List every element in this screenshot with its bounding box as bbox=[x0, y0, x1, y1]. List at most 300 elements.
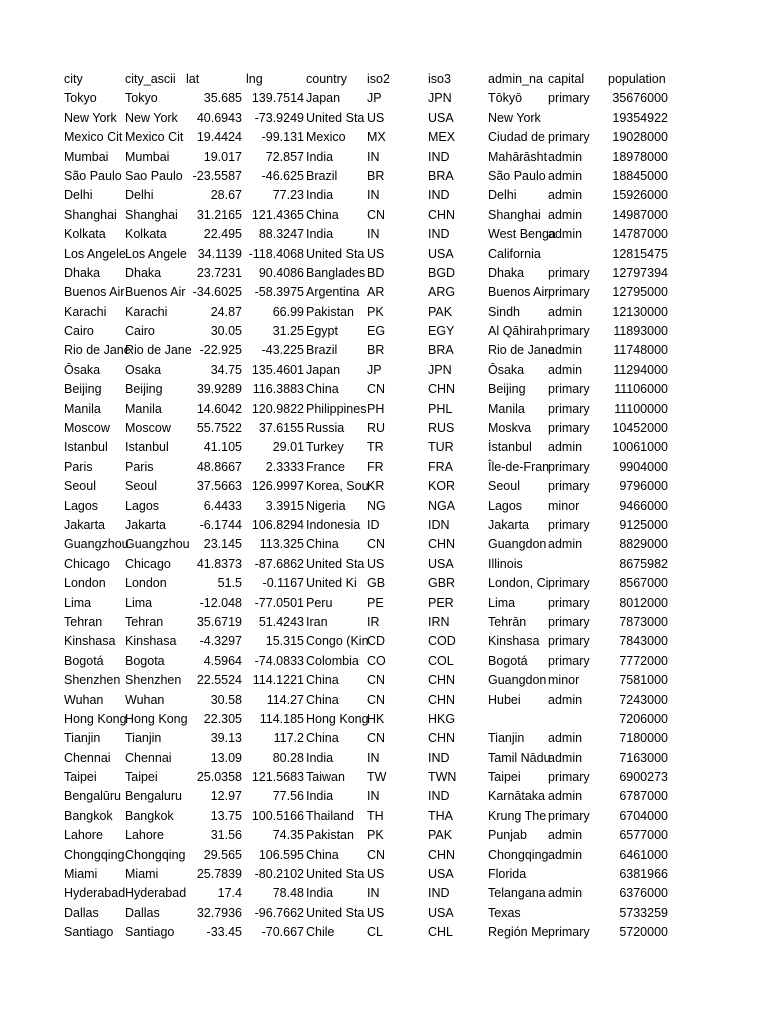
cell-city[interactable]: Los Angele bbox=[64, 246, 126, 261]
cell-city[interactable]: Miami bbox=[64, 867, 98, 882]
cell-lat[interactable]: 4.5964 bbox=[203, 653, 242, 668]
cell-lat[interactable]: 35.685 bbox=[203, 91, 242, 106]
cell-lng[interactable]: 29.01 bbox=[272, 440, 304, 455]
cell-iso2[interactable]: BR bbox=[367, 343, 385, 358]
cell-admin-name[interactable]: Delhi bbox=[488, 188, 517, 203]
cell-city-ascii[interactable]: New York bbox=[125, 110, 178, 125]
cell-population[interactable]: 18845000 bbox=[612, 168, 668, 183]
cell-lat[interactable]: 19.017 bbox=[203, 149, 242, 164]
cell-country[interactable]: Pakistan bbox=[306, 828, 354, 843]
cell-city[interactable]: Shanghai bbox=[64, 207, 117, 222]
cell-admin-name[interactable]: Telangana bbox=[488, 886, 546, 901]
cell-lng[interactable]: 106.8294 bbox=[251, 517, 304, 532]
cell-admin-name[interactable]: Kinshasa bbox=[488, 634, 540, 649]
cell-country[interactable]: Korea, Sou bbox=[306, 479, 369, 494]
cell-lng[interactable]: 80.28 bbox=[272, 750, 304, 765]
cell-iso3[interactable]: CHN bbox=[428, 673, 456, 688]
cell-capital[interactable]: primary bbox=[548, 130, 590, 145]
cell-city[interactable]: Hong Kong bbox=[64, 711, 127, 726]
cell-iso2[interactable]: IN bbox=[367, 188, 380, 203]
cell-iso2[interactable]: EG bbox=[367, 324, 386, 339]
cell-city-ascii[interactable]: Buenos Air bbox=[125, 285, 186, 300]
cell-population[interactable]: 8567000 bbox=[619, 576, 668, 591]
cell-lat[interactable]: 13.09 bbox=[210, 750, 242, 765]
cell-city-ascii[interactable]: Rio de Jane bbox=[125, 343, 192, 358]
cell-country[interactable]: Taiwan bbox=[306, 770, 345, 785]
cell-lng[interactable]: 106.595 bbox=[258, 847, 304, 862]
cell-city[interactable]: Bogotá bbox=[64, 653, 104, 668]
cell-lng[interactable]: 117.2 bbox=[273, 731, 304, 746]
cell-iso2[interactable]: ID bbox=[367, 517, 380, 532]
cell-population[interactable]: 11893000 bbox=[613, 324, 668, 339]
cell-iso2[interactable]: IN bbox=[367, 227, 380, 242]
cell-lng[interactable]: -70.667 bbox=[261, 925, 304, 940]
cell-iso3[interactable]: PAK bbox=[428, 304, 453, 319]
cell-lng[interactable]: 114.185 bbox=[259, 711, 304, 726]
cell-lng[interactable]: -99.131 bbox=[261, 130, 304, 145]
cell-city-ascii[interactable]: Tokyo bbox=[125, 91, 158, 106]
cell-capital[interactable]: primary bbox=[548, 421, 590, 436]
cell-city-ascii[interactable]: Mexico Cit bbox=[125, 130, 184, 145]
cell-city[interactable]: Kinshasa bbox=[64, 634, 116, 649]
cell-lng[interactable]: 31.25 bbox=[272, 324, 304, 339]
cell-lng[interactable]: 88.3247 bbox=[258, 227, 304, 242]
header-country[interactable]: country bbox=[306, 72, 347, 86]
cell-city[interactable]: Hyderabad bbox=[64, 886, 126, 901]
cell-country[interactable]: China bbox=[306, 207, 339, 222]
cell-city[interactable]: Istanbul bbox=[64, 440, 108, 455]
cell-lng[interactable]: -73.9249 bbox=[254, 110, 304, 125]
cell-population[interactable]: 19028000 bbox=[612, 130, 668, 145]
cell-country[interactable]: United Sta bbox=[306, 556, 365, 571]
cell-iso2[interactable]: CN bbox=[367, 382, 386, 397]
cell-admin-name[interactable]: Hubei bbox=[488, 692, 521, 707]
cell-lng[interactable]: 135.4601 bbox=[251, 362, 304, 377]
cell-capital[interactable]: admin bbox=[548, 188, 583, 203]
cell-lat[interactable]: 41.105 bbox=[203, 440, 242, 455]
cell-city-ascii[interactable]: Bogota bbox=[125, 653, 165, 668]
cell-population[interactable]: 7243000 bbox=[619, 692, 668, 707]
cell-city[interactable]: Tianjin bbox=[64, 731, 101, 746]
cell-city-ascii[interactable]: Chongqing bbox=[125, 847, 186, 862]
cell-capital[interactable]: primary bbox=[548, 401, 590, 416]
cell-iso3[interactable]: BRA bbox=[428, 168, 454, 183]
header-admin-name[interactable]: admin_na bbox=[488, 72, 543, 86]
cell-iso2[interactable]: PK bbox=[367, 304, 384, 319]
cell-city[interactable]: Taipei bbox=[64, 770, 97, 785]
cell-population[interactable]: 8675982 bbox=[619, 556, 668, 571]
cell-population[interactable]: 11106000 bbox=[614, 382, 668, 397]
cell-capital[interactable]: primary bbox=[548, 925, 590, 940]
cell-city-ascii[interactable]: Bangkok bbox=[125, 808, 174, 823]
cell-iso2[interactable]: JP bbox=[367, 91, 382, 106]
cell-city-ascii[interactable]: London bbox=[125, 576, 167, 591]
cell-iso3[interactable]: MEX bbox=[428, 130, 456, 145]
cell-iso3[interactable]: CHN bbox=[428, 731, 456, 746]
cell-iso3[interactable]: TUR bbox=[428, 440, 454, 455]
cell-lat[interactable]: -6.1744 bbox=[199, 517, 242, 532]
cell-city-ascii[interactable]: Sao Paulo bbox=[125, 168, 183, 183]
cell-lat[interactable]: 30.05 bbox=[210, 324, 242, 339]
cell-lng[interactable]: -43.225 bbox=[261, 343, 304, 358]
cell-capital[interactable]: minor bbox=[548, 498, 580, 513]
cell-population[interactable]: 12797394 bbox=[612, 265, 668, 280]
cell-admin-name[interactable]: Krung The bbox=[488, 808, 547, 823]
cell-city[interactable]: Chongqing bbox=[64, 847, 125, 862]
cell-country[interactable]: Turkey bbox=[306, 440, 344, 455]
cell-lat[interactable]: 22.305 bbox=[203, 711, 242, 726]
cell-iso3[interactable]: CHN bbox=[428, 692, 456, 707]
cell-city[interactable]: Chennai bbox=[64, 750, 111, 765]
cell-iso2[interactable]: HK bbox=[367, 711, 385, 726]
header-capital[interactable]: capital bbox=[548, 72, 585, 86]
cell-iso2[interactable]: US bbox=[367, 246, 385, 261]
cell-lng[interactable]: 37.6155 bbox=[258, 421, 304, 436]
cell-admin-name[interactable]: Región Me bbox=[488, 925, 549, 940]
cell-city-ascii[interactable]: Tianjin bbox=[125, 731, 162, 746]
cell-admin-name[interactable]: Rio de Jane bbox=[488, 343, 555, 358]
cell-lng[interactable]: -0.1167 bbox=[262, 576, 304, 591]
cell-admin-name[interactable]: Texas bbox=[488, 905, 521, 920]
cell-city[interactable]: Cairo bbox=[64, 324, 94, 339]
cell-lat[interactable]: 40.6943 bbox=[196, 110, 242, 125]
cell-iso3[interactable]: CHL bbox=[428, 925, 454, 940]
cell-capital[interactable]: primary bbox=[548, 265, 590, 280]
cell-city-ascii[interactable]: Kinshasa bbox=[125, 634, 177, 649]
cell-admin-name[interactable]: Ōsaka bbox=[488, 362, 525, 377]
cell-population[interactable]: 9796000 bbox=[619, 479, 668, 494]
cell-country[interactable]: Peru bbox=[306, 595, 333, 610]
cell-lat[interactable]: 17.4 bbox=[217, 886, 242, 901]
header-lat[interactable]: lat bbox=[186, 72, 200, 86]
cell-capital[interactable]: admin bbox=[548, 789, 583, 804]
cell-admin-name[interactable]: Beijing bbox=[488, 382, 526, 397]
cell-lng[interactable]: 78.48 bbox=[272, 886, 304, 901]
cell-city-ascii[interactable]: Lima bbox=[125, 595, 153, 610]
cell-lat[interactable]: 6.4433 bbox=[203, 498, 242, 513]
cell-city-ascii[interactable]: Taipei bbox=[125, 770, 158, 785]
cell-city[interactable]: Bangkok bbox=[64, 808, 113, 823]
cell-admin-name[interactable]: Tōkyō bbox=[488, 91, 523, 106]
cell-population[interactable]: 9125000 bbox=[619, 517, 668, 532]
cell-capital[interactable]: primary bbox=[548, 595, 590, 610]
cell-admin-name[interactable]: Guangdon bbox=[488, 673, 547, 688]
cell-city-ascii[interactable]: Istanbul bbox=[125, 440, 169, 455]
cell-iso2[interactable]: CN bbox=[367, 537, 386, 552]
cell-country[interactable]: India bbox=[306, 750, 334, 765]
cell-admin-name[interactable]: West Benga bbox=[488, 227, 556, 242]
cell-population[interactable]: 6900273 bbox=[619, 770, 668, 785]
cell-iso3[interactable]: NGA bbox=[428, 498, 456, 513]
cell-iso2[interactable]: US bbox=[367, 905, 385, 920]
cell-city-ascii[interactable]: Hong Kong bbox=[125, 711, 188, 726]
cell-lng[interactable]: 90.4086 bbox=[258, 265, 304, 280]
cell-population[interactable]: 7206000 bbox=[619, 711, 668, 726]
cell-capital[interactable]: primary bbox=[548, 634, 590, 649]
cell-iso3[interactable]: RUS bbox=[428, 421, 455, 436]
cell-iso3[interactable]: USA bbox=[428, 867, 454, 882]
cell-iso3[interactable]: USA bbox=[428, 110, 454, 125]
cell-lat[interactable]: 28.67 bbox=[210, 188, 242, 203]
cell-population[interactable]: 6704000 bbox=[619, 808, 668, 823]
cell-lng[interactable]: 114.27 bbox=[266, 692, 304, 707]
cell-lng[interactable]: 139.7514 bbox=[251, 91, 304, 106]
cell-lat[interactable]: 22.5524 bbox=[196, 673, 242, 688]
cell-city-ascii[interactable]: Kolkata bbox=[125, 227, 167, 242]
cell-lng[interactable]: -74.0833 bbox=[254, 653, 304, 668]
cell-lat[interactable]: -4.3297 bbox=[199, 634, 242, 649]
cell-admin-name[interactable]: Illinois bbox=[488, 556, 523, 571]
cell-population[interactable]: 7163000 bbox=[619, 750, 668, 765]
cell-iso3[interactable]: IND bbox=[428, 789, 450, 804]
cell-iso3[interactable]: CHN bbox=[428, 537, 456, 552]
cell-lat[interactable]: 31.2165 bbox=[196, 207, 242, 222]
cell-lat[interactable]: 32.7936 bbox=[196, 905, 242, 920]
cell-admin-name[interactable]: London, Ci bbox=[488, 576, 549, 591]
cell-city-ascii[interactable]: Beijing bbox=[125, 382, 163, 397]
cell-country[interactable]: Banglades bbox=[306, 265, 366, 280]
cell-city[interactable]: Karachi bbox=[64, 304, 107, 319]
cell-population[interactable]: 7843000 bbox=[619, 634, 668, 649]
cell-capital[interactable]: admin bbox=[548, 149, 583, 164]
cell-lat[interactable]: 23.145 bbox=[203, 537, 242, 552]
cell-country[interactable]: Pakistan bbox=[306, 304, 354, 319]
cell-country[interactable]: India bbox=[306, 149, 334, 164]
cell-city[interactable]: Beijing bbox=[64, 382, 102, 397]
cell-iso2[interactable]: CN bbox=[367, 207, 386, 222]
cell-country[interactable]: Iran bbox=[306, 614, 328, 629]
cell-iso2[interactable]: IN bbox=[367, 149, 380, 164]
cell-population[interactable]: 14987000 bbox=[612, 207, 668, 222]
cell-lat[interactable]: 51.5 bbox=[217, 576, 242, 591]
cell-country[interactable]: Philippines bbox=[306, 401, 367, 416]
cell-country[interactable]: India bbox=[306, 886, 334, 901]
cell-capital[interactable] bbox=[548, 109, 608, 128]
cell-lat[interactable]: -12.048 bbox=[199, 595, 242, 610]
cell-iso2[interactable]: IN bbox=[367, 886, 380, 901]
cell-capital[interactable]: admin bbox=[548, 750, 583, 765]
cell-iso3[interactable]: BGD bbox=[428, 265, 456, 280]
cell-country[interactable]: Brazil bbox=[306, 168, 338, 183]
cell-country[interactable]: Russia bbox=[306, 421, 345, 436]
cell-admin-name[interactable]: Lagos bbox=[488, 498, 523, 513]
cell-admin-name[interactable]: Lima bbox=[488, 595, 516, 610]
header-city-ascii[interactable]: city_ascii bbox=[125, 72, 176, 86]
cell-population[interactable]: 10452000 bbox=[612, 421, 668, 436]
cell-population[interactable]: 5720000 bbox=[619, 925, 668, 940]
cell-lat[interactable]: 39.9289 bbox=[196, 382, 242, 397]
cell-lng[interactable]: -58.3975 bbox=[254, 285, 304, 300]
cell-country[interactable]: India bbox=[306, 188, 334, 203]
cell-city-ascii[interactable]: Los Angele bbox=[125, 246, 187, 261]
cell-country[interactable]: India bbox=[306, 789, 334, 804]
cell-iso3[interactable]: EGY bbox=[428, 324, 455, 339]
cell-iso2[interactable]: PK bbox=[367, 828, 384, 843]
cell-country[interactable]: Indonesia bbox=[306, 517, 361, 532]
cell-capital[interactable]: admin bbox=[548, 886, 583, 901]
cell-population[interactable]: 11100000 bbox=[614, 401, 668, 416]
cell-country[interactable]: Argentina bbox=[306, 285, 360, 300]
cell-iso3[interactable]: GBR bbox=[428, 576, 456, 591]
cell-lat[interactable]: 37.5663 bbox=[196, 479, 242, 494]
cell-population[interactable]: 19354922 bbox=[612, 110, 668, 125]
cell-city[interactable]: Dallas bbox=[64, 905, 99, 920]
cell-lat[interactable]: 35.6719 bbox=[196, 614, 242, 629]
cell-lat[interactable]: -34.6025 bbox=[192, 285, 242, 300]
cell-population[interactable]: 35676000 bbox=[612, 91, 668, 106]
cell-city-ascii[interactable]: Miami bbox=[125, 867, 159, 882]
cell-iso2[interactable]: BR bbox=[367, 168, 385, 183]
cell-city[interactable]: Jakarta bbox=[64, 517, 105, 532]
cell-city-ascii[interactable]: Cairo bbox=[125, 324, 155, 339]
cell-lng[interactable]: -118.4068 bbox=[248, 246, 304, 261]
cell-city[interactable]: Santiago bbox=[64, 925, 114, 940]
cell-lat[interactable]: 34.1139 bbox=[197, 246, 242, 261]
cell-city[interactable]: Dhaka bbox=[64, 265, 101, 280]
cell-iso2[interactable]: CN bbox=[367, 673, 386, 688]
cell-city-ascii[interactable]: Wuhan bbox=[125, 692, 165, 707]
cell-capital[interactable]: admin bbox=[548, 207, 583, 222]
cell-capital[interactable]: admin bbox=[548, 440, 583, 455]
header-iso3[interactable]: iso3 bbox=[428, 72, 451, 86]
cell-iso2[interactable]: JP bbox=[367, 362, 382, 377]
cell-city[interactable]: Manila bbox=[64, 401, 101, 416]
cell-iso3[interactable]: PER bbox=[428, 595, 454, 610]
cell-capital[interactable]: primary bbox=[548, 614, 590, 629]
cell-admin-name[interactable]: Karnātaka bbox=[488, 789, 545, 804]
cell-population[interactable]: 7180000 bbox=[619, 731, 668, 746]
cell-lat[interactable]: 34.75 bbox=[210, 362, 242, 377]
cell-city-ascii[interactable]: Shenzhen bbox=[125, 673, 182, 688]
cell-lng[interactable]: 100.5166 bbox=[251, 808, 304, 823]
cell-iso3[interactable]: FRA bbox=[428, 459, 453, 474]
cell-city-ascii[interactable]: Chicago bbox=[125, 556, 171, 571]
cell-admin-name[interactable]: Dhaka bbox=[488, 265, 525, 280]
cell-iso3[interactable]: IND bbox=[428, 188, 450, 203]
cell-lat[interactable]: -22.925 bbox=[199, 343, 242, 358]
cell-capital[interactable]: admin bbox=[548, 731, 583, 746]
cell-lng[interactable]: -80.2102 bbox=[254, 867, 304, 882]
cell-iso3[interactable]: CHN bbox=[428, 382, 456, 397]
cell-city-ascii[interactable]: Guangzhou bbox=[125, 537, 190, 552]
cell-capital[interactable]: admin bbox=[548, 828, 583, 843]
cell-admin-name[interactable]: Bogotá bbox=[488, 653, 528, 668]
cell-iso2[interactable]: FR bbox=[367, 459, 384, 474]
cell-lat[interactable]: 24.87 bbox=[210, 304, 242, 319]
cell-city[interactable]: Guangzhou bbox=[64, 537, 129, 552]
cell-capital[interactable]: primary bbox=[548, 770, 590, 785]
cell-lat[interactable]: 41.8373 bbox=[196, 556, 242, 571]
cell-capital[interactable]: admin bbox=[548, 692, 583, 707]
cell-iso3[interactable]: IRN bbox=[428, 614, 450, 629]
cell-iso2[interactable]: TW bbox=[367, 770, 387, 785]
cell-city-ascii[interactable]: Lahore bbox=[125, 828, 164, 843]
cell-admin-name[interactable]: Al Qāhirah bbox=[488, 324, 548, 339]
cell-population[interactable]: 12130000 bbox=[612, 304, 668, 319]
cell-iso2[interactable]: CN bbox=[367, 731, 386, 746]
cell-city-ascii[interactable]: Lagos bbox=[125, 498, 160, 513]
cell-admin-name[interactable]: Punjab bbox=[488, 828, 527, 843]
cell-capital[interactable]: primary bbox=[548, 808, 590, 823]
cell-capital[interactable]: primary bbox=[548, 382, 590, 397]
cell-population[interactable]: 6787000 bbox=[619, 789, 668, 804]
cell-iso2[interactable]: TH bbox=[367, 808, 384, 823]
cell-population[interactable]: 5733259 bbox=[619, 905, 668, 920]
cell-lng[interactable]: -46.625 bbox=[261, 168, 304, 183]
cell-population[interactable]: 7581000 bbox=[619, 673, 668, 688]
cell-lat[interactable]: 55.7522 bbox=[196, 421, 242, 436]
cell-lat[interactable]: 23.7231 bbox=[196, 265, 242, 280]
cell-capital[interactable]: admin bbox=[548, 343, 583, 358]
cell-city-ascii[interactable]: Dhaka bbox=[125, 265, 162, 280]
cell-capital[interactable]: admin bbox=[548, 847, 583, 862]
cell-admin-name[interactable]: Mahārāsht bbox=[488, 149, 548, 164]
cell-iso2[interactable]: CD bbox=[367, 634, 386, 649]
cell-iso3[interactable]: BRA bbox=[428, 343, 454, 358]
cell-iso3[interactable]: PAK bbox=[428, 828, 453, 843]
cell-population[interactable]: 18978000 bbox=[612, 149, 668, 164]
cell-iso3[interactable]: HKG bbox=[428, 711, 456, 726]
cell-lat[interactable]: 29.565 bbox=[203, 847, 242, 862]
cell-iso3[interactable]: THA bbox=[428, 808, 453, 823]
cell-iso2[interactable]: IR bbox=[367, 614, 380, 629]
cell-lat[interactable]: 31.56 bbox=[210, 828, 242, 843]
cell-lng[interactable]: 77.56 bbox=[272, 789, 304, 804]
cell-city[interactable]: Tehran bbox=[64, 614, 103, 629]
cell-admin-name[interactable]: Taipei bbox=[488, 770, 521, 785]
cell-city[interactable]: Tokyo bbox=[64, 91, 97, 106]
cell-capital[interactable] bbox=[548, 865, 608, 884]
cell-admin-name[interactable]: Shanghai bbox=[488, 207, 541, 222]
cell-country[interactable]: China bbox=[306, 537, 339, 552]
cell-population[interactable]: 6461000 bbox=[619, 847, 668, 862]
cell-iso3[interactable]: IND bbox=[428, 886, 450, 901]
cell-country[interactable]: Colombia bbox=[306, 653, 359, 668]
cell-city[interactable]: Seoul bbox=[64, 479, 96, 494]
cell-country[interactable]: Chile bbox=[306, 925, 335, 940]
cell-iso2[interactable]: BD bbox=[367, 265, 385, 280]
cell-iso2[interactable]: PH bbox=[367, 401, 385, 416]
cell-capital[interactable]: primary bbox=[548, 91, 590, 106]
cell-population[interactable]: 12795000 bbox=[612, 285, 668, 300]
cell-iso3[interactable]: TWN bbox=[428, 770, 457, 785]
cell-admin-name[interactable]: Manila bbox=[488, 401, 525, 416]
cell-iso3[interactable]: COD bbox=[428, 634, 456, 649]
cell-lng[interactable]: 15.315 bbox=[265, 634, 304, 649]
cell-country[interactable]: Japan bbox=[306, 362, 341, 377]
cell-capital[interactable] bbox=[548, 555, 608, 574]
cell-iso3[interactable]: USA bbox=[428, 556, 454, 571]
cell-capital[interactable] bbox=[548, 710, 608, 729]
cell-city-ascii[interactable]: Chennai bbox=[125, 750, 172, 765]
cell-city-ascii[interactable]: Hyderabad bbox=[125, 886, 187, 901]
cell-population[interactable]: 7873000 bbox=[619, 614, 668, 629]
cell-country[interactable]: China bbox=[306, 731, 339, 746]
cell-city[interactable]: São Paulo bbox=[64, 168, 122, 183]
cell-country[interactable]: Mexico bbox=[306, 130, 346, 145]
cell-country[interactable]: United Sta bbox=[306, 110, 365, 125]
cell-capital[interactable]: primary bbox=[548, 576, 590, 591]
cell-admin-name[interactable]: São Paulo bbox=[488, 168, 546, 183]
cell-city[interactable]: Chicago bbox=[64, 556, 110, 571]
cell-capital[interactable]: admin bbox=[548, 537, 583, 552]
cell-population[interactable]: 14787000 bbox=[612, 227, 668, 242]
cell-admin-name[interactable]: Jakarta bbox=[488, 517, 529, 532]
cell-iso3[interactable]: ARG bbox=[428, 285, 456, 300]
cell-iso2[interactable]: IN bbox=[367, 789, 380, 804]
cell-population[interactable]: 12815475 bbox=[612, 246, 668, 261]
cell-country[interactable]: China bbox=[306, 847, 339, 862]
